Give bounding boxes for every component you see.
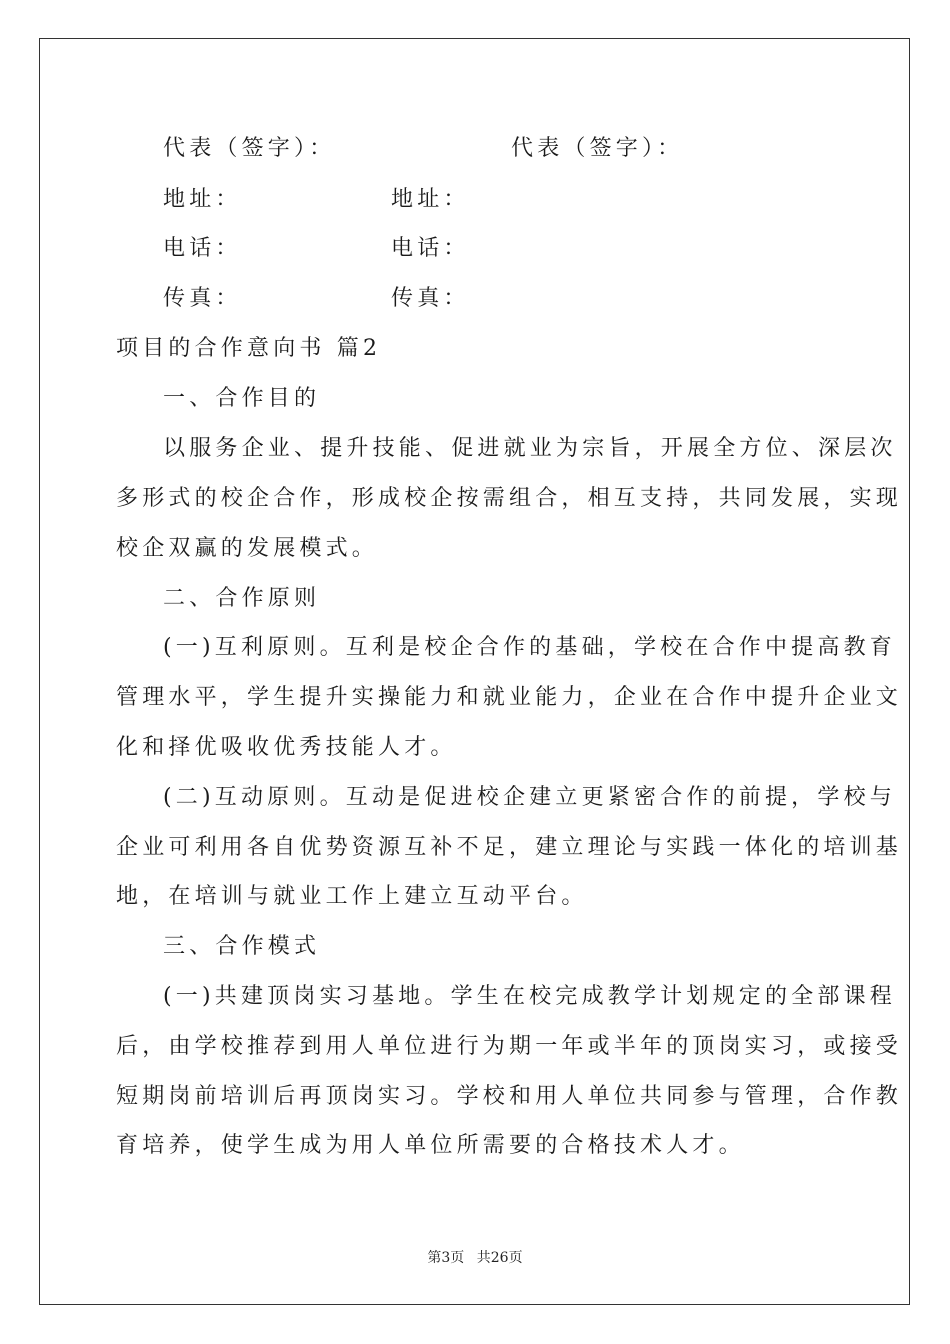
paragraph-line: 校企双赢的发展模式。 <box>116 536 379 561</box>
page-total: 共26页 <box>476 1250 523 1266</box>
heading-principles: 二、合作原则 <box>163 586 321 611</box>
paragraph-line: 管理水平，学生提升实操能力和就业能力，企业在合作中提升企业文 <box>116 685 903 710</box>
heading-purpose: 一、合作目的 <box>163 386 321 411</box>
fax-label-right: 传真： <box>391 286 470 311</box>
paragraph-line: (二)互动原则。互动是促进校企建立更紧密合作的前提，学校与 <box>163 785 896 810</box>
paragraph-line: 企业可利用各自优势资源互补不足，建立理论与实践一体化的培训基 <box>116 835 903 860</box>
paragraph-line: 后，由学校推荐到用人单位进行为期一年或半年的顶岗实习，或接受 <box>116 1034 903 1059</box>
page-number: 第3页 <box>427 1250 465 1266</box>
paragraph-line: (一)互利原则。互利是校企合作的基础，学校在合作中提高教育 <box>163 635 896 660</box>
page-border <box>39 38 910 1305</box>
paragraph-line: 短期岗前培训后再顶岗实习。学校和用人单位共同参与管理，合作教 <box>116 1084 903 1109</box>
paragraph-line: 以服务企业、提升技能、促进就业为宗旨，开展全方位、深层次 <box>163 436 897 461</box>
phone-label-right: 电话： <box>391 236 470 261</box>
paragraph-line: 化和择优吸收优秀技能人才。 <box>116 735 457 760</box>
address-label-left: 地址： <box>163 187 242 212</box>
phone-label-left: 电话： <box>163 236 242 261</box>
paragraph-line: (一)共建顶岗实习基地。学生在校完成教学计划规定的全部课程 <box>163 984 896 1009</box>
paragraph-line: 地，在培训与就业工作上建立互动平台。 <box>116 884 588 909</box>
heading-mode: 三、合作模式 <box>163 934 321 959</box>
paragraph-line: 多形式的校企合作，形成校企按需组合，相互支持，共同发展，实现 <box>116 486 903 511</box>
address-label-right: 地址： <box>391 187 470 212</box>
signature-label-right-1: 代表（签字）： <box>511 136 684 161</box>
page-footer <box>0 1247 950 1267</box>
section-title: 项目的合作意向书 篇2 <box>116 336 382 361</box>
paragraph-line: 育培养，使学生成为用人单位所需要的合格技术人才。 <box>116 1133 745 1158</box>
fax-label-left: 传真： <box>163 286 242 311</box>
signature-label-left-1: 代表（签字）： <box>163 136 336 161</box>
